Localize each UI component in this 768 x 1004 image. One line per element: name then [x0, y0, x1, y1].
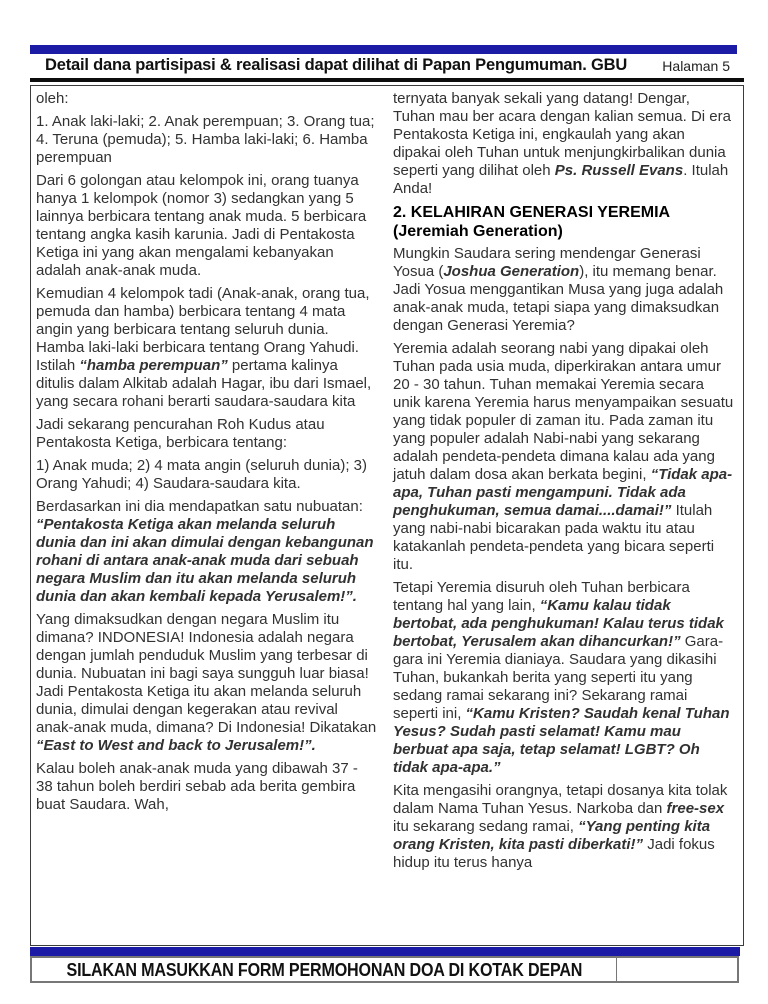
text-run: Kalau boleh anak-anak muda yang dibawah 37 - 38 tahun boleh berdiri sebab ada berita gembira buat Saudara. Wah,: [36, 760, 358, 813]
paragraph: [393, 782, 734, 872]
text-run: “Kamu kalau tidak bertobat, ada penghukuman! Kalau terus tidak bertobat, Yerusalem akan dihancurkan!”: [393, 597, 724, 650]
top-accent-bar: [30, 45, 737, 54]
text-run: free-sex: [666, 800, 725, 817]
text-run: Kita mengasihi orangnya, tetapi dosanya kita tolak dalam Nama Tuhan Yesus. Narkoba dan: [393, 782, 728, 817]
paragraph: [36, 416, 377, 452]
text-run: 2. KELAHIRAN GENERASI YEREMIA (Jeremiah Generation): [393, 204, 670, 240]
text-run: “Pentakosta Ketiga akan melanda seluruh dunia dan ini akan dimulai dengan kebangunan rohani di antara anak-anak muda dari sebuah negara Muslim dan itu akan melanda seluruh dunia dan akan kembali kepada Yerusalem!”.: [36, 516, 374, 605]
page-number: Halaman 5: [662, 58, 730, 74]
page-header: [30, 56, 744, 78]
text-run: Kemudian 4 kelompok tadi (Anak-anak, orang tua, pemuda dan hamba) berbicara tentang 4 mata angin yang berbicara tentang seluruh dunia. Hamba laki-laki berbicara tentang Orang Yahudi. Istilah: [36, 285, 370, 374]
text-run: ), itu memang benar. Jadi Yosua menggantikan Musa yang juga adalah anak-anak muda, tetapi siapa yang dimaksudkan dengan Generasi Yeremia?: [393, 263, 724, 334]
text-run: Mungkin Saudara sering mendengar Generasi Yosua (: [393, 245, 701, 280]
text-run: Jadi sekarang pencurahan Roh Kudus atau Pentakosta Ketiga, berbicara tentang:: [36, 416, 325, 451]
footer-accent-bar: [30, 947, 740, 956]
text-run: 1. Anak laki-laki; 2. Anak perempuan; 3. Orang tua; 4. Teruna (pemuda); 5. Hamba laki-laki; 6. Hamba perempuan: [36, 113, 375, 166]
paragraph: [36, 90, 377, 108]
paragraph: [36, 611, 377, 755]
text-run: Berdasarkan ini dia mendapatkan satu nubuatan:: [36, 498, 363, 515]
text-run: Itulah yang nabi-nabi bicarakan pada waktu itu atau katakanlah pendeta-pendeta yang bicara seperti itu.: [393, 502, 715, 573]
column-left: [36, 90, 377, 877]
text-run: Ps. Russell Evans: [554, 162, 684, 179]
two-column-layout: [31, 86, 743, 877]
footer-box: [30, 956, 739, 983]
text-run: “Tidak apa-apa, Tuhan pasti mengampuni. Tidak ada penghukuman, semua damai....damai!”: [393, 466, 733, 519]
text-run: “Kamu Kristen? Saudah kenal Tuhan Yesus? Sudah pasti selamat! Kamu mau berbuat apa saja, tetap selamat! LGBT? Oh tidak apa-apa.”: [393, 705, 730, 776]
text-run: ternyata banyak sekali yang datang! Dengar, Tuhan mau ber acara dengan kalian semua. Di era Pentakosta Ketiga ini, engkaulah yang akan dipakai oleh Tuhan untuk menjungkirbalikan dunia seperti yang dilihat oleh: [393, 90, 731, 179]
paragraph: [393, 245, 734, 335]
footer-message: SILAKAN MASUKKAN FORM PERMOHONAN DOA DI KOTAK DEPAN: [66, 958, 582, 980]
footer-message-cell: [32, 958, 617, 981]
text-run: Gara-gara ini Yeremia dianiaya. Saudara yang dikasihi Tuhan, bukankah berita yang seperti itu yang sedang ramai sekarang ini? Sekarang ramai seperti ini,: [393, 633, 724, 722]
text-run: pertama kalinya ditulis dalam Alkitab adalah Hagar, ibu dari Ismael, yang secara rohani berarti saudara-saudara kita: [36, 357, 372, 410]
header-rule: [30, 78, 744, 82]
paragraph: [393, 340, 734, 574]
text-run: “hamba perempuan”: [79, 357, 228, 374]
text-run: Joshua Generation: [443, 263, 580, 280]
text-run: itu sekarang sedang ramai,: [393, 818, 579, 835]
text-run: Jadi fokus hidup itu terus hanya: [393, 836, 715, 871]
text-run: 1) Anak muda; 2) 4 mata angin (seluruh dunia); 3) Orang Yahudi; 4) Saudara-saudara kita.: [36, 457, 368, 492]
paragraph: [393, 579, 734, 777]
text-run: Tetapi Yeremia disuruh oleh Tuhan berbicara tentang hal yang lain,: [393, 579, 690, 614]
paragraph: [36, 113, 377, 167]
paragraph: [393, 90, 734, 198]
paragraph: [36, 457, 377, 493]
text-run: oleh:: [36, 90, 69, 107]
paragraph: [36, 498, 377, 606]
paragraph: [36, 285, 377, 411]
content-box: [30, 85, 744, 946]
text-run: “East to West and back to Jerusalem!”.: [36, 737, 316, 754]
text-run: “Yang penting kita orang Kristen, kita pasti diberkati!”: [393, 818, 711, 853]
section-heading: [393, 203, 734, 241]
header-title: Detail dana partisipasi & realisasi dapat dilihat di Papan Pengumuman. GBU: [45, 56, 628, 74]
text-run: Dari 6 golongan atau kelompok ini, orang tuanya hanya 1 kelompok (nomor 3) sedangkan yang 5 lainnya berbicara tentang anak muda. 5 berbicara tentang angka kasih karunia. Jadi di Pentakosta Ketiga ini yang akan mengalami kebanyakan adalah anak-anak muda.: [36, 172, 367, 279]
footer-empty-cell: [617, 958, 737, 981]
text-run: . Itulah Anda!: [393, 162, 729, 197]
text-run: Yeremia adalah seorang nabi yang dipakai oleh Tuhan pada usia muda, diperkirakan antara umur 20 - 30 tahun. Tuhan memakai Yeremia secara unik karena Yeremia harus menyampaikan sesuatu yang tidak populer di zaman itu. Pada zaman itu yang populer adalah Nabi-nabi yang sekarang adalah pendeta-pendeta dimana kalau ada yang jatuh dalam dosa akan berkata begini,: [393, 340, 734, 483]
column-right: [393, 90, 734, 877]
paragraph: [36, 760, 377, 814]
text-run: Yang dimaksudkan dengan negara Muslim itu dimana? INDONESIA! Indonesia adalah negara dengan jumlah penduduk Muslim yang terbesar di dunia. Nubuatan ini bagi saya sungguh luar biasa! Jadi Pentakosta Ketiga itu akan melanda seluruh dunia, dimulai dengan kegerakan atau revival anak-anak muda, dimana? Di Indonesia! Dikatakan: [36, 611, 377, 736]
paragraph: [36, 172, 377, 280]
